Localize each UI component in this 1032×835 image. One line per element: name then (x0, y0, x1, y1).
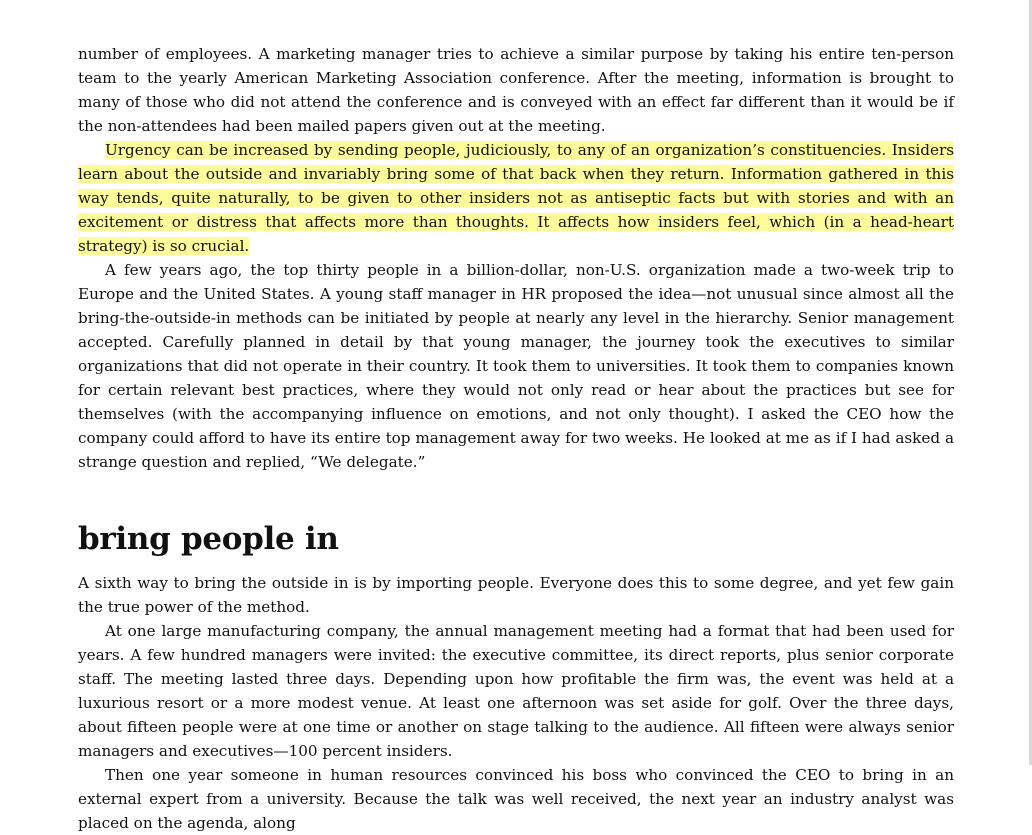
paragraph-highlighted (78, 138, 954, 258)
text-highlight[interactable]: Urgency can be increased by sending people, judiciously, to any of an organization’s constituencies. Insiders learn about the outside and invariably bring some of that back when they return. Information gathered in this way tends, quite naturally, to be given to other insiders not as antiseptic facts but with stories and with an excitement or distress that affects more than thoughts. It affects how insiders feel, which (in a head-heart strategy) is so crucial. (78, 141, 954, 255)
text-column (78, 42, 954, 835)
paragraph-trip-story: A few years ago, the top thirty people in a billion-dollar, non-U.S. organization made a two-week trip to Europe and the United States. A young staff manager in HR proposed the idea—not unusual since almost all the bring-the-outside-in methods can be initiated by people at nearly any level in the hierarchy. Senior management accepted. Carefully planned in detail by that young manager, the journey took the executives to similar organizations that did not operate in their country. It took them to universities. It took them to companies known for certain relevant best practices, where they would not only read or hear about the practices but see for themselves (with the accompanying influence on emotions, and not only thought). I asked the CEO how the company could afford to have its entire top management away for two weeks. He looked at me as if I had asked a strange question and replied, “We delegate.” (78, 261, 954, 471)
paragraph-sixth-way: A sixth way to bring the outside in is by importing people. Everyone does this to some degree, and yet few gain the true power of the method. (78, 574, 954, 616)
paragraph-manufacturing: At one large manufacturing company, the annual management meeting had a format that had been used for years. A few hundred managers were invited: the executive committee, its direct reports, plus senior corporate staff. The meeting lasted three days. Depending upon how profitable the firm was, the event was held at a luxurious resort or a more modest venue. At least one afternoon was set aside for golf. Over the three days, about fifteen people were at one time or another on stage talking to the audience. All fifteen were always senior managers and executives—100 percent insiders. (78, 622, 954, 760)
paragraph-external-expert: Then one year someone in human resources convinced his boss who convinced the CEO to bring in an external expert from a university. Because the talk was well received, the next year an industry analyst was placed on the agenda, along (78, 766, 954, 832)
paragraph-continued: number of employees. A marketing manager tries to achieve a similar purpose by taking his entire ten-person team to the yearly American Marketing Association conference. After the meeting, information is brought to many of those who did not attend the conference and is conveyed with an effect far different than it would be if the non-attendees had been mailed papers given out at the meeting. (78, 45, 954, 135)
section-heading: bring people in (78, 521, 339, 557)
